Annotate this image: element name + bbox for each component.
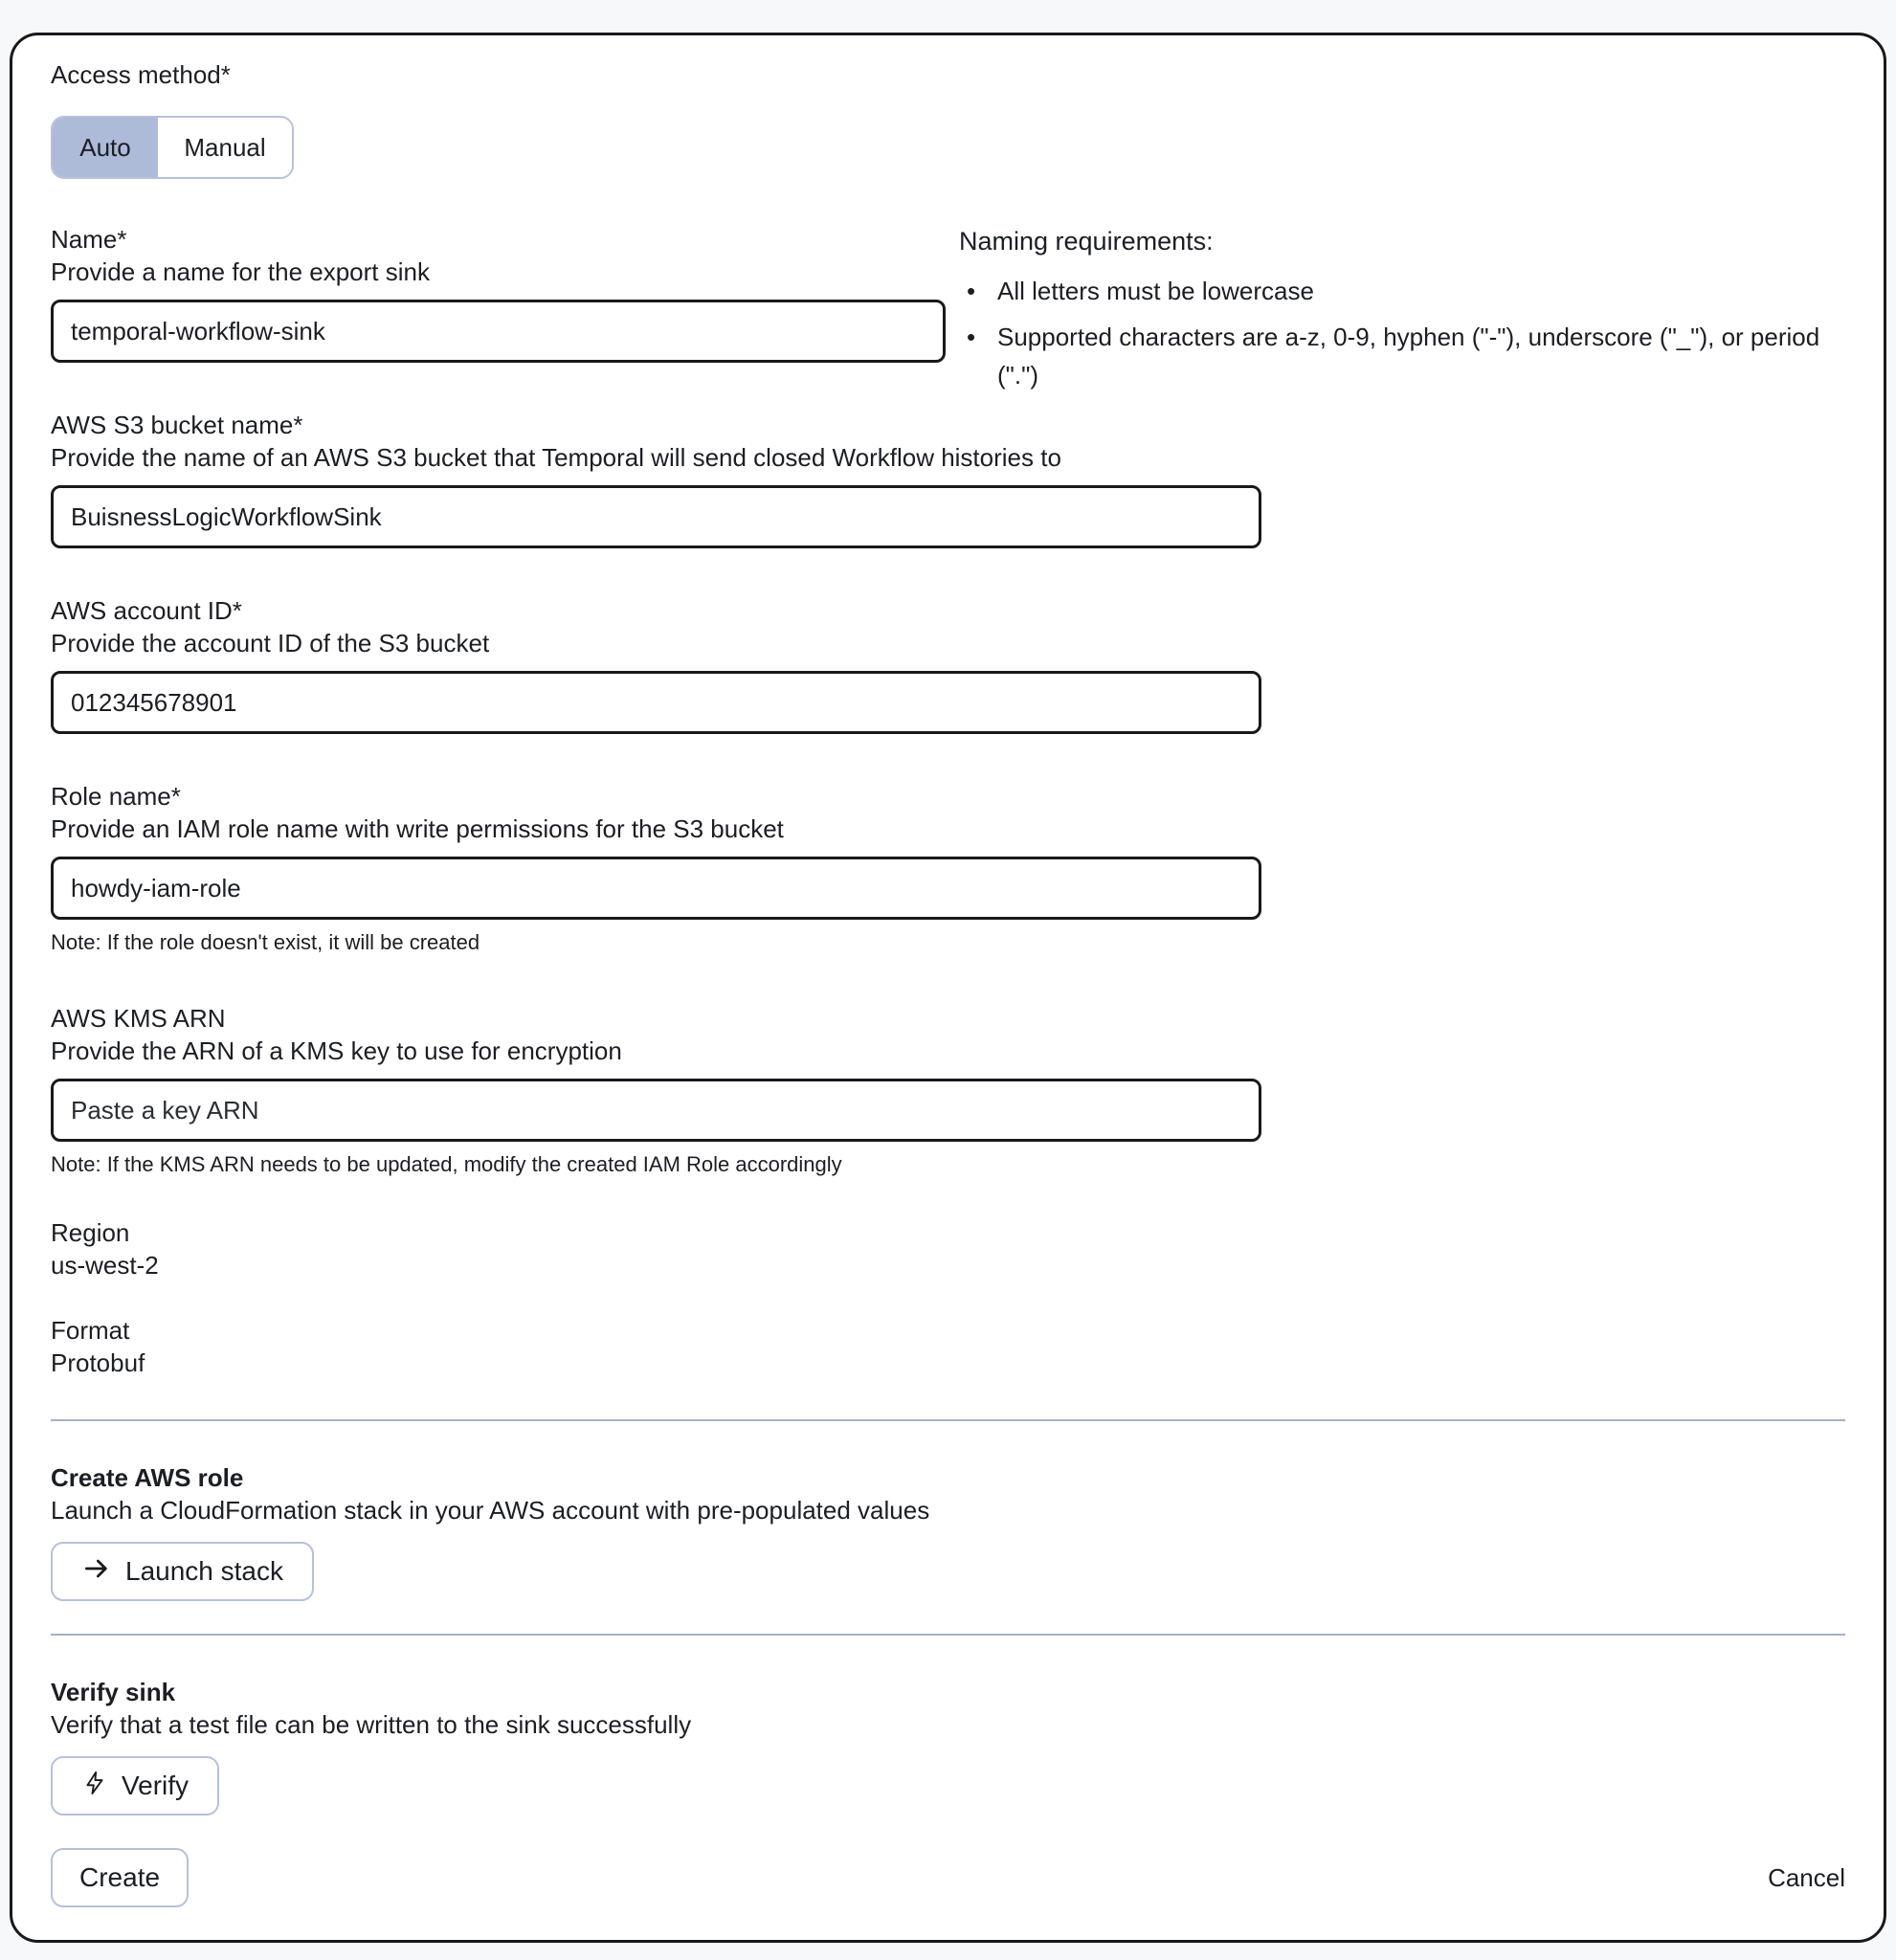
- region-block: [51, 1216, 1845, 1281]
- create-button-label: Create: [79, 1862, 161, 1892]
- verify-button[interactable]: [51, 1756, 219, 1815]
- kms-arn-field-group: [51, 1002, 1845, 1178]
- access-method-toggle: [51, 116, 294, 179]
- access-method-auto-button[interactable]: Auto: [53, 118, 158, 177]
- verify-sink-description: Verify that a test file can be written to the sink successfully: [51, 1710, 692, 1739]
- form-footer: [51, 1848, 1845, 1907]
- naming-requirement-item: • Supported characters are a-z, 0-9, hyphen ("-"), underscore ("_"), or period ("."): [959, 318, 1863, 394]
- lightning-icon: [81, 1770, 108, 1803]
- launch-stack-button[interactable]: [51, 1542, 314, 1601]
- role-name-note: Note: If the role doesn't exist, it will be created: [51, 930, 480, 954]
- bucket-description: Provide the name of an AWS S3 bucket that Temporal will send closed Workflow histories to: [51, 443, 1061, 472]
- create-aws-role-section: [51, 1461, 1845, 1601]
- access-method-manual-button[interactable]: Manual: [158, 118, 292, 177]
- launch-stack-button-label: Launch stack: [125, 1556, 283, 1586]
- verify-sink-section: [51, 1676, 1845, 1815]
- cancel-link[interactable]: Cancel: [1768, 1862, 1845, 1892]
- create-button[interactable]: [51, 1848, 189, 1907]
- role-name-label: Role name*: [51, 782, 181, 811]
- bucket-field-group: [51, 409, 1845, 548]
- kms-arn-label: AWS KMS ARN: [51, 1004, 226, 1033]
- section-divider: [51, 1634, 1845, 1636]
- account-id-input[interactable]: [51, 671, 1261, 734]
- account-id-field-group: [51, 594, 1845, 734]
- naming-requirements-list: [959, 272, 1863, 394]
- arrow-right-icon: [81, 1553, 112, 1591]
- create-aws-role-title: Create AWS role: [51, 1463, 244, 1492]
- name-input[interactable]: [51, 300, 946, 363]
- create-aws-role-description: Launch a CloudFormation stack in your AWS account with pre-populated values: [51, 1496, 930, 1525]
- region-label: Region: [51, 1218, 130, 1247]
- export-sink-form-card: [10, 33, 1886, 1943]
- kms-arn-input[interactable]: [51, 1079, 1261, 1142]
- bucket-input[interactable]: [51, 485, 1261, 548]
- kms-arn-note: Note: If the KMS ARN needs to be updated, modify the created IAM Role accordingly: [51, 1152, 842, 1176]
- verify-button-label: Verify: [122, 1771, 190, 1800]
- naming-requirements: [959, 224, 1863, 402]
- role-name-description: Provide an IAM role name with write permissions for the S3 bucket: [51, 814, 784, 843]
- kms-arn-description: Provide the ARN of a KMS key to use for encryption: [51, 1036, 622, 1065]
- format-value: Protobuf: [51, 1348, 145, 1377]
- bucket-label: AWS S3 bucket name*: [51, 411, 303, 439]
- role-name-input[interactable]: [51, 857, 1261, 920]
- naming-requirements-title: Naming requirements:: [959, 227, 1214, 256]
- account-id-label: AWS account ID*: [51, 596, 242, 625]
- section-divider: [51, 1419, 1845, 1421]
- name-label: Name*: [51, 225, 127, 254]
- name-description: Provide a name for the export sink: [51, 257, 430, 286]
- naming-requirement-item: • All letters must be lowercase: [959, 272, 1863, 310]
- format-block: [51, 1314, 1845, 1379]
- access-method-label: Access method*: [51, 60, 231, 89]
- verify-sink-title: Verify sink: [51, 1678, 176, 1706]
- account-id-description: Provide the account ID of the S3 bucket: [51, 629, 490, 657]
- region-value: us-west-2: [51, 1251, 159, 1280]
- format-label: Format: [51, 1316, 130, 1345]
- role-name-field-group: [51, 780, 1845, 956]
